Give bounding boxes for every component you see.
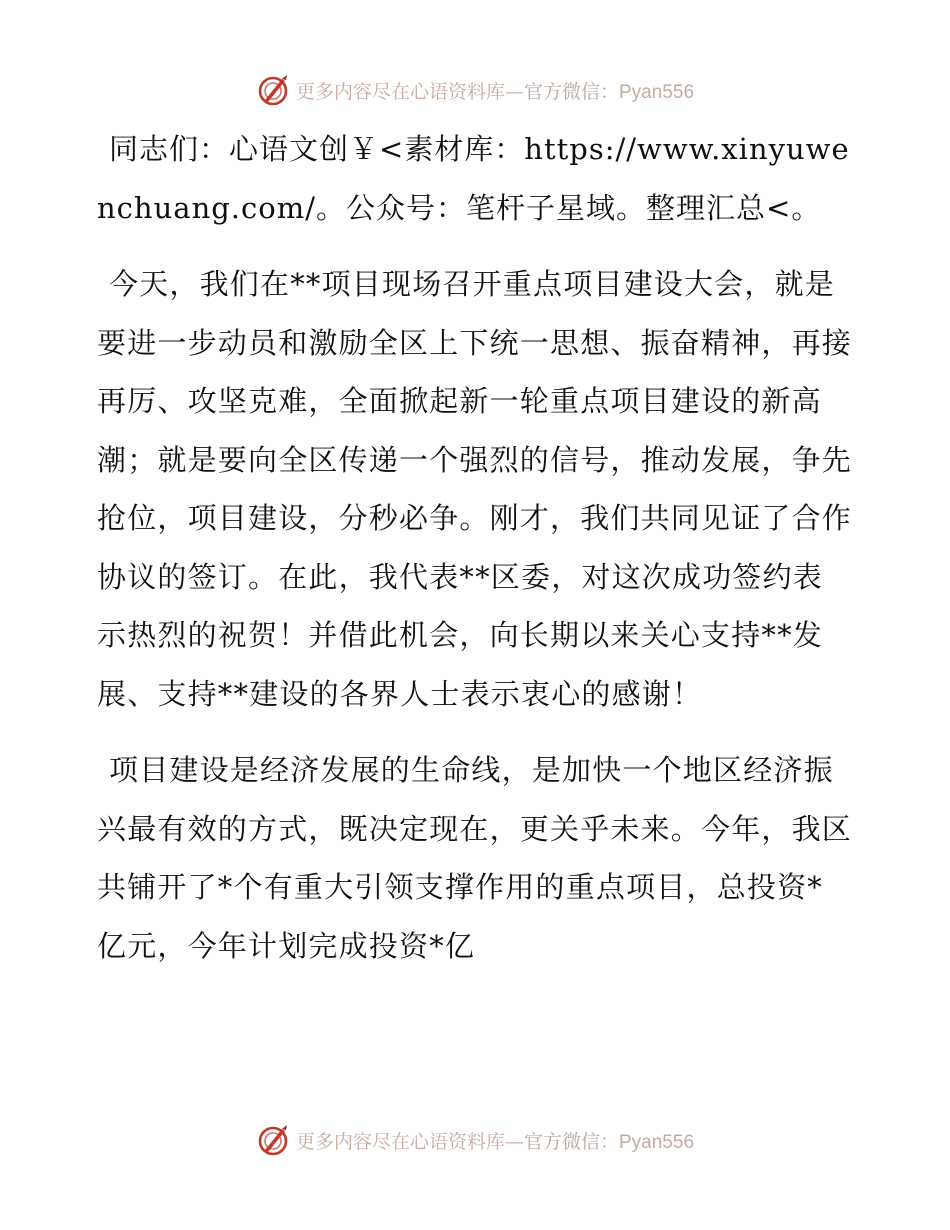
document-body <box>97 120 853 993</box>
header-wechat-id: Pyan556 <box>619 81 695 103</box>
paragraph-1: 同志们：心语文创￥<素材库：https://www.xinyuwenchuang.com/。公众号：笔杆子星域。整理汇总<。 <box>97 132 850 225</box>
header-wechat-label: 官方微信： <box>523 80 619 103</box>
feather-pen-logo-icon <box>256 73 290 107</box>
footer-banner-main: 更多内容尽在心语资料库 <box>295 1130 505 1153</box>
footer-banner <box>0 1120 950 1160</box>
feather-pen-logo-icon <box>256 1123 290 1157</box>
header-banner-main: 更多内容尽在心语资料库 <box>295 80 505 103</box>
paragraph-3: 项目建设是经济发展的生命线，是加快一个地区经济振兴最有效的方式，既决定现在，更关乎未来。今年，我区共铺开了*个有重大引领支撑作用的重点项目，总投资*亿元，今年计划完成投资*亿 <box>97 753 853 963</box>
header-banner-text <box>296 77 694 104</box>
paragraph-2: 今天，我们在**项目现场召开重点项目建设大会，就是要进一步动员和激励全区上下统一思想、振奋精神，再接再厉、攻坚克难，全面掀起新一轮重点项目建设的新高潮；就是要向全区传递一个强烈的信号，推动发展，争先抢位，项目建设，分秒必争。刚才，我们共同见证了合作协议的签订。在此，我代表**区委，对这次成功签约表示热烈的祝贺！并借此机会，向长期以来关心支持**发展、支持**建设的各界人士表示衷心的感谢！ <box>97 267 853 711</box>
footer-banner-separator: — <box>504 1130 524 1153</box>
footer-wechat-label: 官方微信： <box>523 1130 619 1153</box>
footer-banner-text <box>296 1127 694 1154</box>
header-banner <box>0 70 950 110</box>
header-banner-separator: — <box>504 80 524 103</box>
footer-wechat-id: Pyan556 <box>619 1131 695 1153</box>
